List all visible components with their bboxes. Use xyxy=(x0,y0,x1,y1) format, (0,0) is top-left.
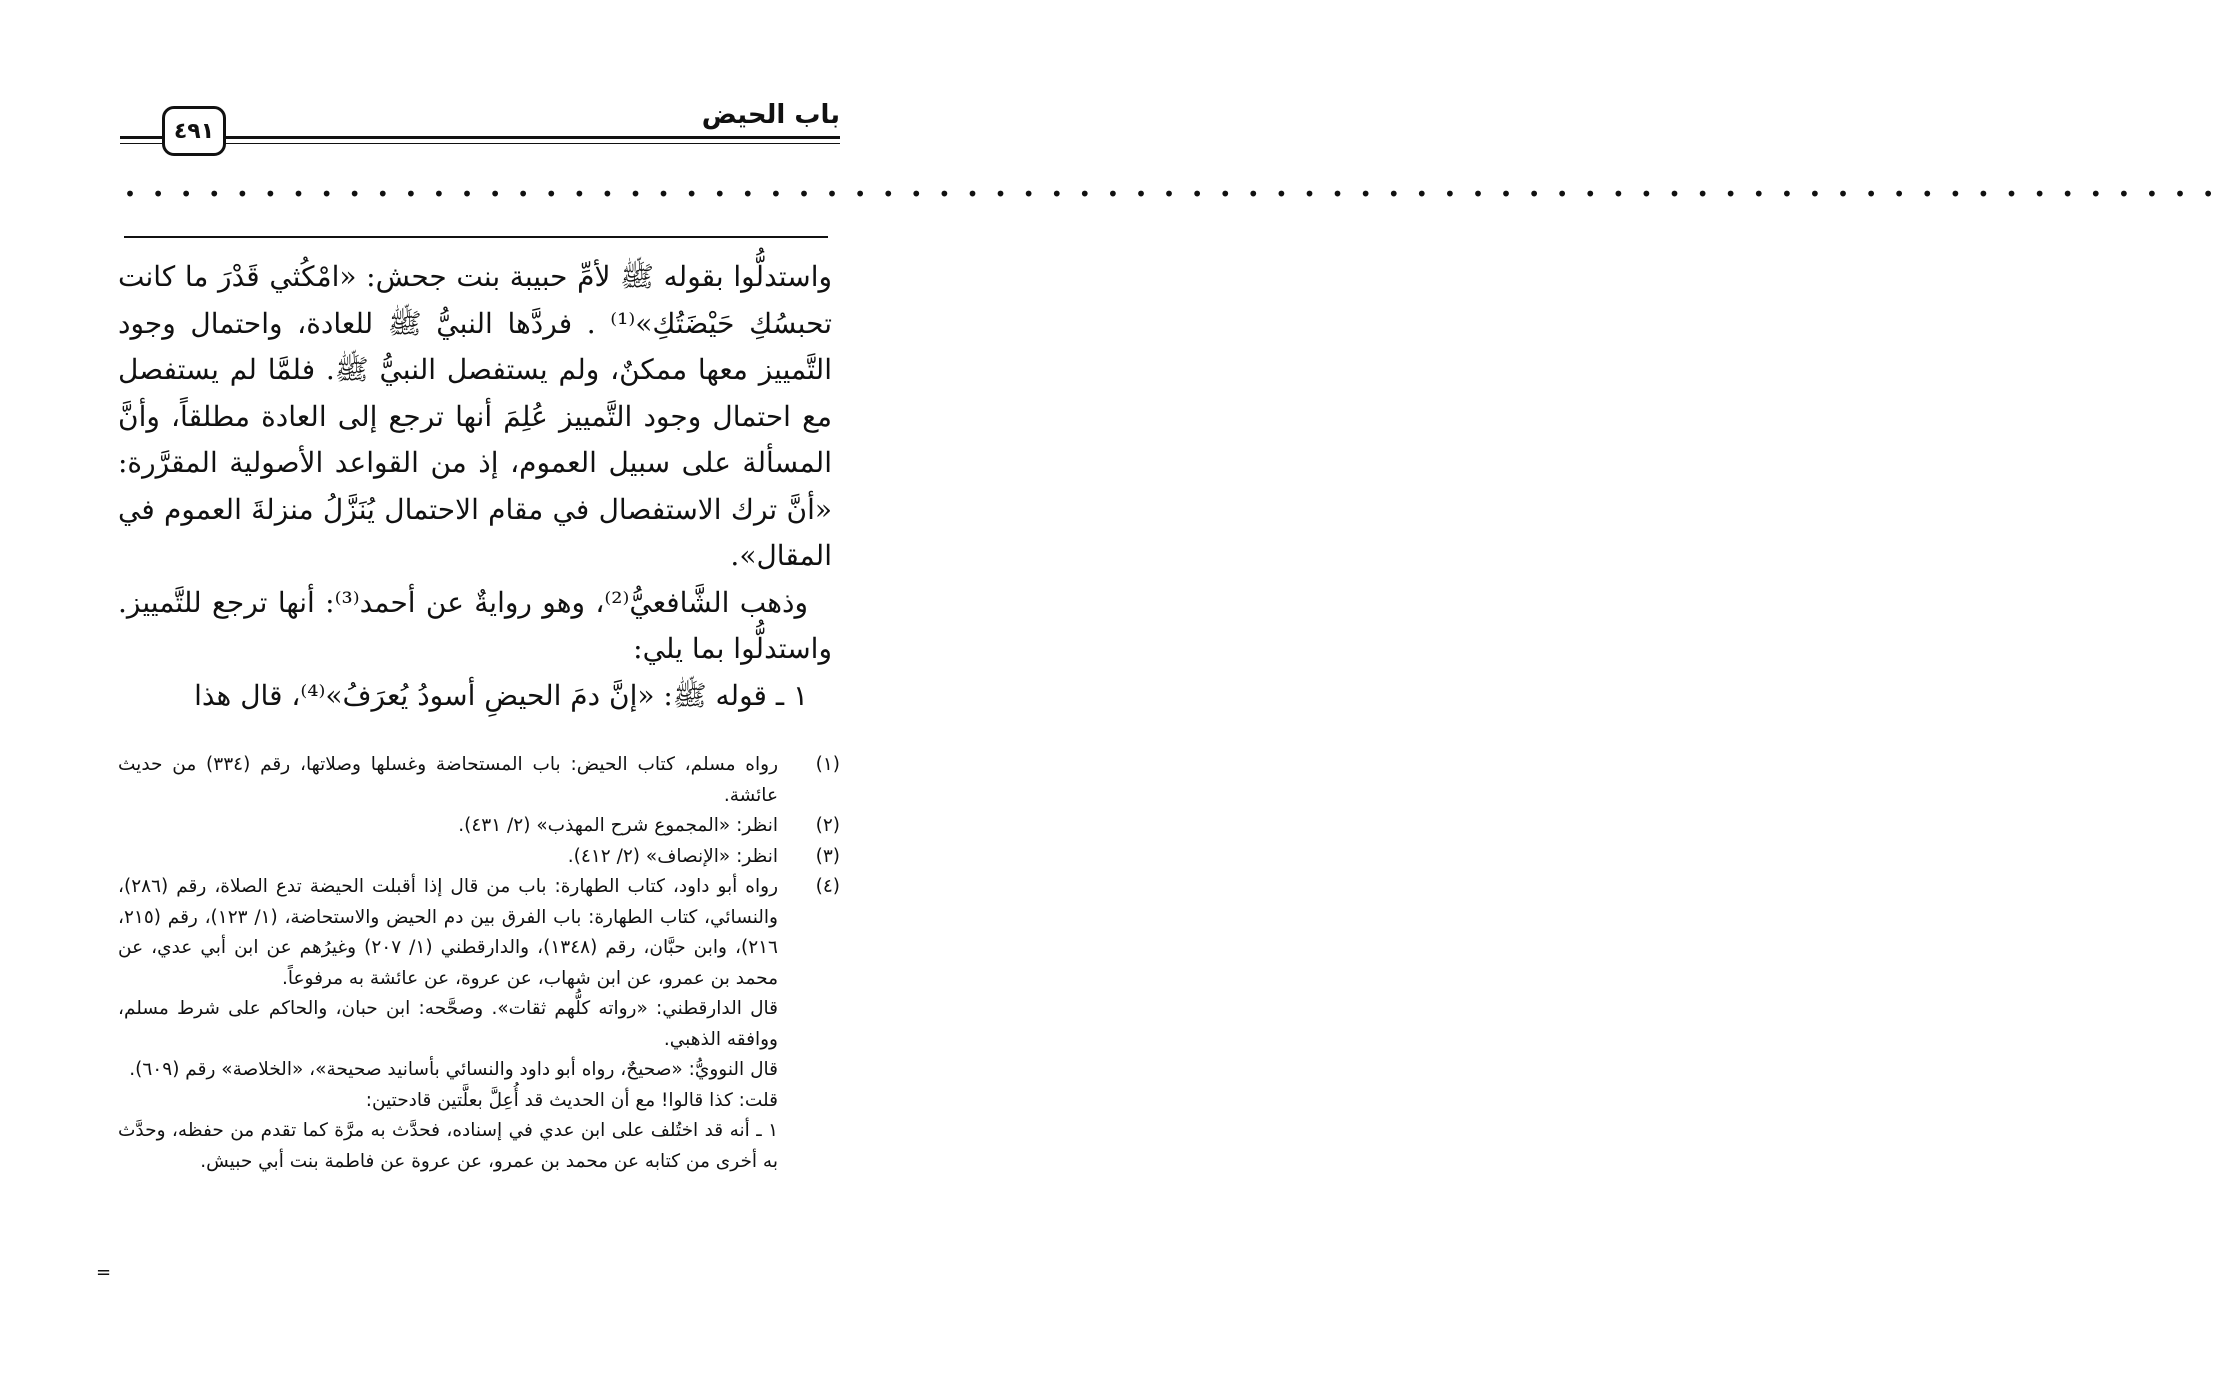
paragraph: وذهب الشَّافعيُّ⁽²⁾، وهو روايةٌ عن أحمد⁽³⁾: أنها ترجع للتَّمييز. واستدلُّوا بما يلي: xyxy=(118,585,832,665)
footnote-text xyxy=(118,842,778,873)
footnote-2 xyxy=(118,811,840,842)
footnote-text xyxy=(118,872,778,1177)
footnote-line: رواه مسلم، كتاب الحيض: باب المستحاضة وغسلها وصلاتها، رقم (٣٣٤) من حديث عائشة. xyxy=(118,754,778,806)
paragraph: واستدلُّوا بقوله ﷺ لأمِّ حبيبة بنت جحش: «امْكُثي قَدْرَ ما كانت تحبسُكِ حَيْضَتُكِ»⁽¹⁾ . فردَّها النبيُّ ﷺ للعادة، واحتمال وجود التَّمييز معها ممكنٌ، ولم يستفصل النبيُّ ﷺ. فلمَّا لم يستفصل مع احتمال وجود التَّمييز عُلِمَ أنها ترجع إلى العادة مطلقاً، وأنَّ المسألة على سبيل العموم، إذ من القواعد الأصولية المقرَّرة: «أنَّ ترك الاستفصال في مقام الاحتمال يُنَزَّلُ منزلةَ العموم في المقال». xyxy=(118,260,833,572)
footnote-line: قال الدارقطني: «رواته كلُّهم ثقات». وصحَّحه: ابن حبان، والحاكم على شرط مسلم، ووافقه الذهبي. xyxy=(118,998,778,1050)
page-header xyxy=(120,96,840,156)
footnote-4 xyxy=(118,872,840,1177)
footnote-line: ١ ـ أنه قد اختُلف على ابن عدي في إسناده، فحدَّث به مرَّة كما تقدم من حفظه، وحدَّث به أخرى من كتابه عن محمد بن عمرو، عن عروة عن فاطمة بنت أبي حبيش. xyxy=(118,1120,778,1172)
footnotes xyxy=(118,750,840,1177)
footnote-line: انظر: «المجموع شرح المهذب» (٢/ ٤٣١). xyxy=(458,815,778,836)
main-text xyxy=(118,254,832,719)
footnote-3 xyxy=(118,842,840,873)
header-rule-left xyxy=(120,136,162,139)
footnote-1 xyxy=(118,750,840,811)
footnote-text xyxy=(118,750,778,811)
section-divider xyxy=(124,236,828,238)
header-rule xyxy=(220,136,840,139)
footnote-number: (١) xyxy=(815,754,840,775)
header-rule-thin xyxy=(220,143,840,144)
footnote-number: (٢) xyxy=(815,815,840,836)
header-rule-left-thin xyxy=(120,143,162,144)
footnote-line: رواه أبو داود، كتاب الطهارة: باب من قال إذا أقبلت الحيضة تدع الصلاة، رقم (٢٨٦)، والنسائي، كتاب الطهارة: باب الفرق بين دم الحيض والاستحاضة، (١/ ١٢٣)، رقم (٢١٥، ٢١٦)، وابن حبَّان، رقم (١٣٤٨)، والدارقطني (١/ ٢٠٧) وغيرُهم عن ابن أبي عدي، عن محمد بن عمرو، عن ابن شهاب، عن عروة، عن عائشة به مرفوعاً. xyxy=(118,876,778,989)
dotted-separator: • • • • • • • • • • • • • • • • • • • • • • • • • • • • • • • • • • • • • • • • • • • • • • • • • • • • • • • • • • • • • • • • • • • • • • • • • • • xyxy=(124,182,2216,206)
footnote-text xyxy=(118,811,778,842)
footnote-line: قال النوويُّ: «صحيحٌ، رواه أبو داود والنسائي بأسانيد صحيحة»، «الخلاصة» رقم (٦٠٩). xyxy=(129,1059,778,1080)
footnote-number: (٣) xyxy=(815,845,840,867)
footnote-line: قلت: كذا قالوا! مع أن الحديث قد أُعِلَّ بعلَّتين قادحتين: xyxy=(365,1089,778,1111)
footnote-number: (٤) xyxy=(815,876,840,897)
paragraph: ١ ـ قوله ﷺ: «إنَّ دمَ الحيضِ أسودُ يُعرَفُ»⁽⁴⁾، قال هذا xyxy=(194,678,808,712)
continuation-mark: = xyxy=(96,1262,112,1283)
page-number: ٤٩١ xyxy=(162,106,226,156)
chapter-title: باب الحيض xyxy=(701,100,840,130)
footnote-line: انظر: «الإنصاف» (٢/ ٤١٢). xyxy=(567,845,778,867)
